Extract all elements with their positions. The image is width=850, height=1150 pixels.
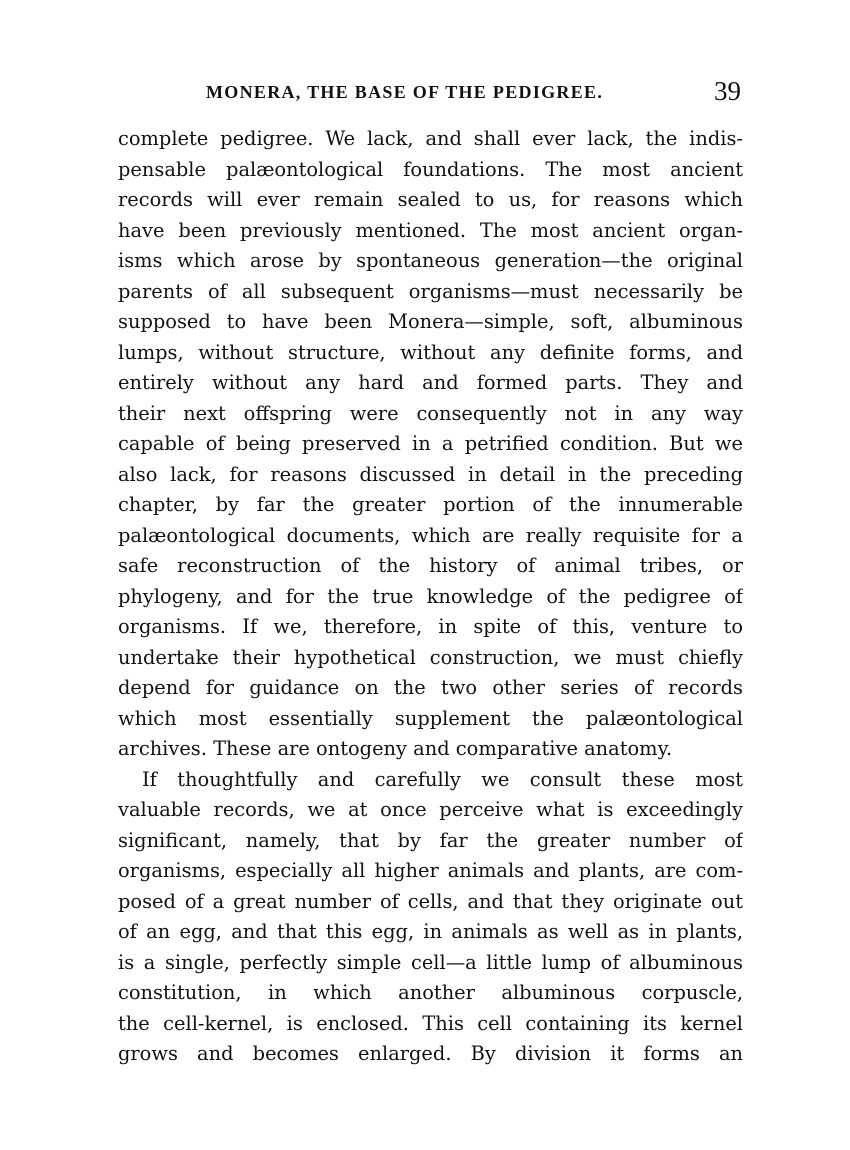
text-line: the cell-kernel, is enclosed. This cell containing its kernel bbox=[118, 1011, 743, 1035]
running-title: MONERA, THE BASE OF THE PEDIGREE. bbox=[206, 82, 604, 102]
page-number: 39 bbox=[714, 76, 741, 106]
text-line: also lack, for reasons discussed in detail in the preceding bbox=[118, 462, 743, 486]
text-line: pensable palæontological foundations. The most ancient bbox=[118, 157, 743, 181]
text-line: capable of being preserved in a petrified condition. But we bbox=[118, 432, 743, 455]
running-head bbox=[118, 74, 743, 114]
text-line: parents of all subsequent organisms—must necessarily be bbox=[118, 279, 743, 303]
body-text bbox=[118, 124, 743, 1070]
text-line: which most essentially supplement the palæontological bbox=[118, 706, 743, 730]
text-line: archives. These are ontogeny and comparative anatomy. bbox=[118, 737, 673, 760]
text-line: grows and becomes enlarged. By division it forms an bbox=[118, 1042, 743, 1065]
text-line: complete pedigree. We lack, and shall ever lack, the indis- bbox=[118, 127, 743, 150]
text-line: organisms, especially all higher animals and plants, are com- bbox=[118, 859, 743, 882]
text-line: posed of a great number of cells, and that they originate out bbox=[118, 889, 743, 913]
text-line: depend for guidance on the two other series of records bbox=[118, 676, 743, 699]
paragraph bbox=[118, 765, 743, 1070]
text-line: organisms. If we, therefore, in spite of this, venture to bbox=[118, 615, 743, 638]
text-line: lumps, without structure, without any definite forms, and bbox=[118, 340, 743, 364]
text-line: of an egg, and that this egg, in animals as well as in plants, bbox=[118, 920, 743, 943]
text-line: chapter, by far the greater portion of the innumerable bbox=[118, 493, 743, 516]
text-line: safe reconstruction of the history of animal tribes, or bbox=[118, 554, 743, 577]
text-line: have been previously mentioned. The most ancient organ- bbox=[118, 218, 743, 242]
text-line: significant, namely, that by far the greater number of bbox=[118, 828, 743, 852]
text-line: undertake their hypothetical construction, we must chiefly bbox=[118, 645, 743, 669]
text-line: records will ever remain sealed to us, for reasons which bbox=[118, 188, 743, 211]
text-line: phylogeny, and for the true knowledge of the pedigree of bbox=[118, 584, 743, 608]
text-line: constitution, in which another albuminous corpuscle, bbox=[118, 981, 743, 1004]
text-line: isms which arose by spontaneous generation—the original bbox=[118, 249, 743, 272]
text-line: valuable records, we at once perceive what is exceedingly bbox=[118, 798, 743, 821]
text-line: palæontological documents, which are really requisite for a bbox=[118, 523, 743, 547]
text-line: is a single, perfectly simple cell—a little lump of albuminous bbox=[118, 950, 743, 974]
text-line: entirely without any hard and formed parts. They and bbox=[118, 371, 743, 394]
text-line: their next offspring were consequently not in any way bbox=[118, 401, 743, 425]
text-line: supposed to have been Monera—simple, soft, albuminous bbox=[118, 310, 743, 333]
paragraph bbox=[118, 124, 743, 765]
text-line: If thoughtfully and carefully we consult these most bbox=[142, 767, 743, 791]
